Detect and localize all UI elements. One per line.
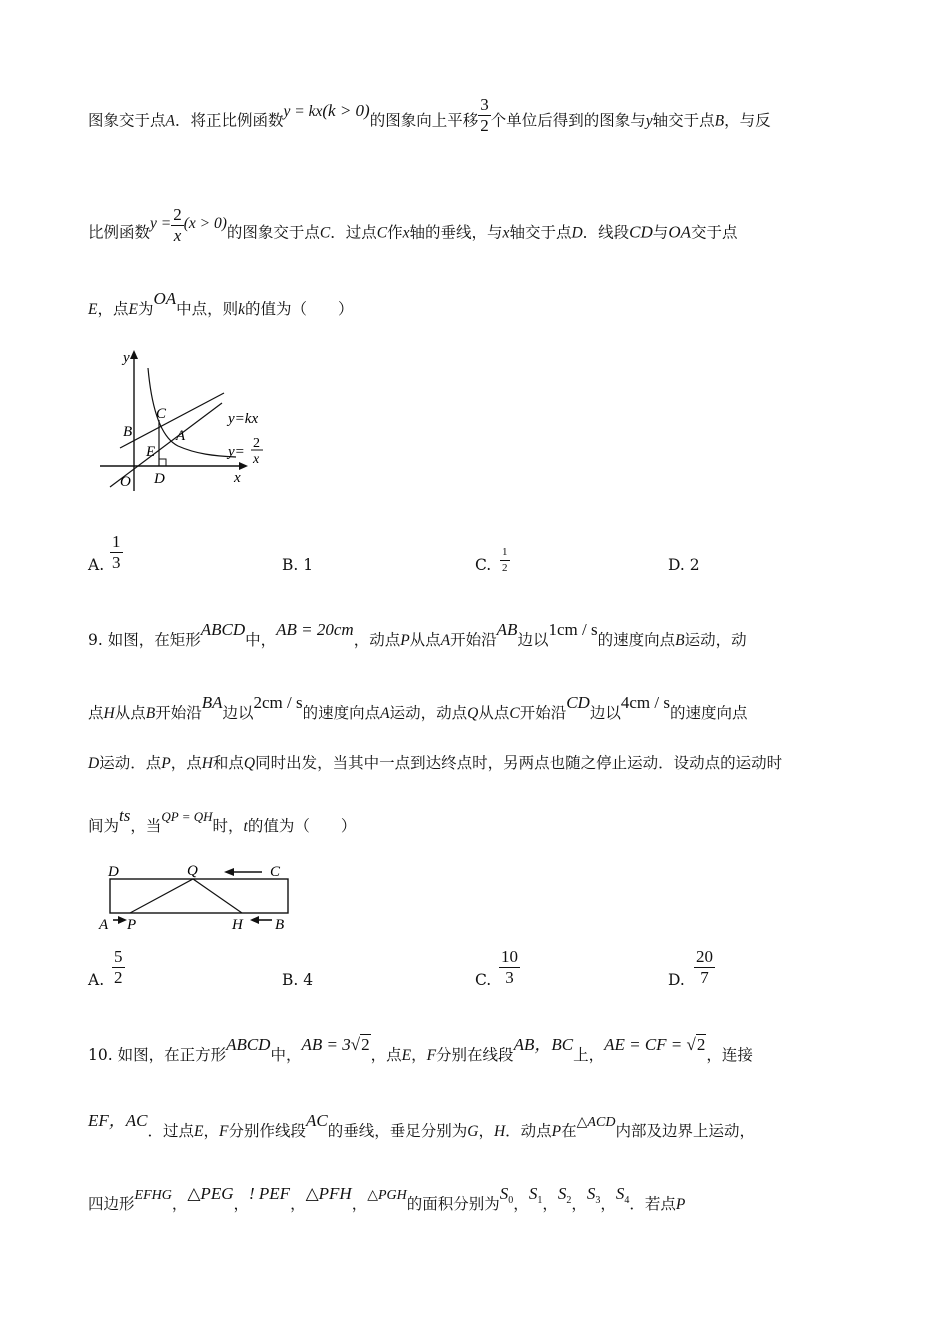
- text: ，当: [130, 817, 162, 835]
- fraction: [694, 947, 715, 988]
- text: ，点: [97, 300, 129, 318]
- label-b: B: [123, 424, 133, 440]
- text: ，连接: [706, 1046, 753, 1064]
- text: 图象交于点: [88, 111, 166, 130]
- frac-num: 2: [173, 205, 182, 224]
- text: ，: [542, 1195, 558, 1213]
- text: 作: [387, 223, 403, 242]
- subscript: 3: [595, 1195, 601, 1206]
- label-hyp-lhs: y=: [228, 444, 245, 460]
- text: 中点，则: [176, 300, 239, 318]
- text: ，: [290, 1195, 306, 1213]
- math-expr: (k > 0): [322, 100, 370, 120]
- text: 个单位后得到的图象与: [490, 111, 646, 130]
- text: 从点: [409, 631, 441, 649]
- math-expr: y = kx: [283, 102, 323, 120]
- q10-line-1: [88, 1035, 753, 1066]
- text: 交于点: [690, 223, 738, 242]
- option-label: D.: [668, 556, 685, 574]
- text: ，动点: [353, 631, 401, 649]
- point-label: H: [103, 705, 115, 722]
- arrow-p-head: [118, 916, 127, 924]
- s-symbol: S: [615, 1184, 625, 1203]
- frac-den: 2: [502, 562, 508, 574]
- text: 的值为（ ）: [247, 817, 357, 835]
- segment-label: BA: [201, 693, 223, 712]
- triangle-label: △ACD: [576, 1115, 616, 1130]
- text: ，: [478, 1122, 494, 1140]
- text: 上，: [573, 1046, 605, 1064]
- segments-pqh: [130, 879, 242, 913]
- math-lhs: AB = 3: [301, 1035, 351, 1054]
- text: ，: [171, 1195, 188, 1213]
- text: 的面积分别为: [406, 1195, 500, 1213]
- q9-option-c[interactable]: [475, 947, 518, 989]
- point-label: P: [161, 755, 171, 772]
- math-lhs: AE = CF =: [604, 1035, 683, 1054]
- text: 分别作线段: [228, 1122, 306, 1140]
- fraction: [112, 947, 125, 988]
- label-hyp-num: 2: [253, 436, 260, 451]
- label-a: A: [99, 917, 109, 933]
- text: 轴交于点: [509, 223, 572, 242]
- text: ，: [513, 1195, 529, 1213]
- text: ，与反: [724, 111, 771, 130]
- label-h: H: [232, 917, 243, 933]
- math-expr: y =: [150, 214, 172, 232]
- point-label: B: [675, 632, 685, 649]
- text: 间为: [88, 817, 120, 835]
- option-label: A.: [88, 971, 105, 989]
- text: 的速度向点: [597, 631, 676, 649]
- text: 的图象向上平移: [369, 111, 479, 130]
- option-label: B.: [282, 971, 299, 989]
- text: ，: [600, 1195, 616, 1213]
- text: 从点: [114, 704, 146, 722]
- text: 中，: [245, 631, 277, 649]
- q8-line-3: [88, 289, 354, 320]
- speed: 1cm / s: [548, 620, 598, 639]
- point-label: E: [401, 1047, 412, 1064]
- point-label: B: [714, 112, 725, 130]
- label-o: O: [120, 474, 131, 490]
- text: 点: [88, 704, 104, 722]
- point-label: H: [201, 755, 213, 772]
- y-axis-arrow: [130, 350, 138, 359]
- var: x: [402, 224, 410, 242]
- segment-label: OA: [668, 222, 691, 242]
- area-s1: [529, 1184, 543, 1204]
- label-c: C: [156, 406, 167, 422]
- text: ，: [233, 1195, 249, 1213]
- q8-option-a[interactable]: [88, 532, 121, 574]
- segment-label: CD: [629, 222, 653, 242]
- option-value: 2: [689, 556, 700, 574]
- s-symbol: S: [499, 1184, 509, 1203]
- text: 的值为（ ）: [245, 300, 354, 318]
- q8-figure: [96, 343, 282, 493]
- math-expr: (x > 0): [183, 214, 227, 232]
- text: 同时出发，当其中一点到达终点时，另两点也随之停止运动．设动点的运动时: [255, 754, 783, 772]
- text: 边以: [517, 631, 549, 649]
- text: 的速度向点: [302, 704, 381, 722]
- speed: 2cm / s: [253, 693, 303, 712]
- label-p: P: [127, 917, 137, 933]
- point-label: C: [319, 224, 331, 242]
- point-label: P: [400, 632, 410, 649]
- text: 开始沿: [155, 704, 202, 722]
- arrow-q-head: [224, 868, 234, 876]
- text: ，: [351, 1195, 368, 1213]
- q9-line-1: [88, 620, 747, 651]
- var: y: [645, 112, 653, 130]
- fraction: [500, 545, 510, 576]
- text: 的垂线，垂足分别为: [327, 1122, 468, 1140]
- area-s0: [500, 1184, 514, 1204]
- text: 开始沿: [450, 631, 497, 649]
- fraction: [171, 205, 184, 246]
- frac-den: x: [173, 226, 182, 245]
- label-d: D: [108, 864, 119, 880]
- triangle-label: △PEG: [187, 1184, 234, 1203]
- q8-option-d[interactable]: [668, 556, 700, 574]
- text: 的图象交于点: [226, 223, 320, 242]
- text: ．将正比例函数: [174, 111, 284, 130]
- segment-label: AC: [305, 1111, 328, 1130]
- label-e: E: [146, 444, 156, 460]
- q9-line-2: [88, 693, 748, 724]
- x-axis-arrow: [239, 462, 248, 470]
- text: 运动．点: [99, 754, 162, 772]
- text: 时，: [212, 817, 244, 835]
- var: x: [502, 224, 510, 242]
- frac-num: 1: [112, 532, 121, 551]
- point-label: F: [426, 1047, 437, 1064]
- math-expr: ts: [119, 806, 131, 825]
- text: 边以: [589, 704, 621, 722]
- q9-option-b[interactable]: [282, 971, 313, 989]
- fraction: [478, 95, 491, 136]
- subscript: 2: [566, 1195, 572, 1206]
- label-b: B: [275, 917, 285, 933]
- s-symbol: S: [586, 1184, 596, 1203]
- text: ．若点: [629, 1195, 676, 1213]
- text: 10. 如图，在正方形: [88, 1046, 227, 1064]
- text: ．过点: [330, 223, 377, 242]
- text: 分别在线段: [436, 1046, 514, 1064]
- math-expr: AE = CF = √2: [604, 1035, 706, 1054]
- q9-figure: [96, 858, 296, 934]
- point-label: C: [509, 705, 520, 722]
- label-c: C: [270, 864, 281, 880]
- text: 开始沿: [519, 704, 567, 722]
- q9-line-4: [88, 806, 357, 837]
- shape-label: ABCD: [200, 620, 246, 639]
- segment-label: OA: [153, 289, 177, 308]
- frac-num: 20: [696, 947, 713, 966]
- shape-label: EFHG: [134, 1188, 172, 1203]
- right-angle-mark: [159, 459, 166, 466]
- fraction: [110, 532, 123, 573]
- point-label: D: [88, 755, 100, 772]
- point-label: E: [194, 1123, 204, 1140]
- var: t: [243, 818, 248, 835]
- text: 为: [137, 300, 154, 318]
- frac-num: 3: [480, 95, 489, 114]
- text: ，: [203, 1122, 219, 1140]
- frac-num: 5: [114, 947, 123, 966]
- frac-den: 2: [114, 968, 123, 987]
- segment-label: AB: [496, 620, 518, 639]
- text: 运动，动点: [389, 704, 468, 722]
- s-symbol: S: [557, 1184, 567, 1203]
- option-value: 4: [303, 971, 314, 989]
- rectangle-abcd: [110, 879, 288, 913]
- point-label: A: [165, 112, 175, 130]
- text: 中，: [270, 1046, 302, 1064]
- option-label: B.: [282, 556, 299, 574]
- label-hyp-den: x: [253, 452, 260, 467]
- frac-num: 10: [501, 947, 518, 966]
- option-label: A.: [88, 556, 105, 574]
- point-label: D: [571, 224, 583, 242]
- text: 内部及边界上运动，: [615, 1122, 755, 1140]
- triangle-label: △PGH: [367, 1188, 407, 1203]
- text: ．过点: [147, 1122, 195, 1140]
- speed: 4cm / s: [620, 693, 670, 712]
- q9-option-a[interactable]: [88, 947, 123, 989]
- q8-line-1: [88, 95, 771, 142]
- subscript: 4: [624, 1195, 630, 1206]
- point-label: E: [128, 301, 138, 318]
- point-label: E: [88, 301, 98, 318]
- area-s3: [587, 1184, 601, 1204]
- point-label: P: [551, 1123, 562, 1140]
- point-label: F: [219, 1123, 229, 1140]
- radicand: 2: [696, 1035, 706, 1054]
- var: k: [238, 301, 246, 318]
- text: ，: [411, 1046, 427, 1064]
- text: ，点: [170, 754, 202, 772]
- option-label: C.: [475, 971, 492, 989]
- triangle-label: ! PEF: [249, 1184, 291, 1203]
- label-d: D: [154, 471, 165, 487]
- subscript: 1: [537, 1195, 543, 1206]
- text: 比例函数: [88, 223, 151, 242]
- subscript: 0: [508, 1195, 514, 1206]
- frac-num: 1: [500, 545, 510, 561]
- text: ．线段: [582, 223, 630, 242]
- frac-den: 3: [112, 553, 121, 572]
- text: 的速度向点: [669, 704, 748, 722]
- text: 与: [652, 223, 669, 242]
- label-a: A: [176, 428, 186, 444]
- q10-line-3: [88, 1184, 686, 1221]
- text: 在: [561, 1122, 577, 1140]
- point-label: P: [675, 1196, 686, 1213]
- segment-label: EF，AC: [88, 1111, 148, 1130]
- point-label: A: [380, 705, 390, 722]
- math-expr: AB = 3√2: [301, 1035, 370, 1054]
- label-q: Q: [187, 863, 198, 879]
- segment-label: CD: [566, 693, 590, 712]
- q8-line-2: [88, 205, 738, 254]
- radicand: 2: [361, 1035, 370, 1054]
- math-expr: QP = QH: [161, 809, 213, 824]
- option-value: 1: [303, 556, 314, 574]
- text: ，: [571, 1195, 587, 1213]
- text: 边以: [222, 704, 254, 722]
- label-line: y=kx: [228, 411, 259, 427]
- shape-label: ABCD: [226, 1035, 271, 1054]
- area-s2: [558, 1184, 572, 1204]
- q9-line-3: [88, 753, 782, 774]
- point-label: A: [440, 632, 451, 649]
- option-label: D.: [668, 971, 685, 989]
- point-label: G: [467, 1123, 479, 1140]
- text: 从点: [478, 704, 510, 722]
- q9-option-d[interactable]: [668, 947, 713, 989]
- text: 9. 如图，在矩形: [88, 631, 201, 649]
- triangle-label: △PFH: [305, 1184, 352, 1203]
- label-x: x: [234, 470, 241, 486]
- point-label: H: [493, 1123, 506, 1140]
- point-label: B: [145, 705, 156, 722]
- text: 和点: [212, 754, 244, 772]
- text: 轴交于点: [652, 111, 715, 130]
- text: 轴的垂线，与: [409, 223, 503, 242]
- s-symbol: S: [528, 1184, 538, 1203]
- point-label: Q: [467, 705, 479, 722]
- q8-option-c[interactable]: [475, 545, 508, 574]
- q10-line-2: [88, 1111, 755, 1143]
- q8-option-b[interactable]: [282, 556, 313, 574]
- label-y: y: [123, 350, 130, 366]
- point-label: Q: [243, 755, 256, 772]
- arrow-h-head: [250, 916, 259, 924]
- frac-den: 3: [505, 968, 514, 987]
- fraction: [499, 947, 520, 988]
- point-label: C: [376, 224, 388, 242]
- frac-den: 2: [480, 116, 489, 135]
- area-s4: [616, 1184, 630, 1204]
- option-label: C.: [475, 556, 492, 574]
- math-expr: AB = 20cm: [276, 620, 354, 639]
- text: 四边形: [88, 1195, 135, 1213]
- segment-label: AB，BC: [513, 1035, 574, 1054]
- text: ，点: [370, 1046, 402, 1064]
- text: ．动点: [505, 1122, 552, 1140]
- text: 运动，动: [684, 631, 747, 649]
- frac-den: 7: [700, 968, 709, 987]
